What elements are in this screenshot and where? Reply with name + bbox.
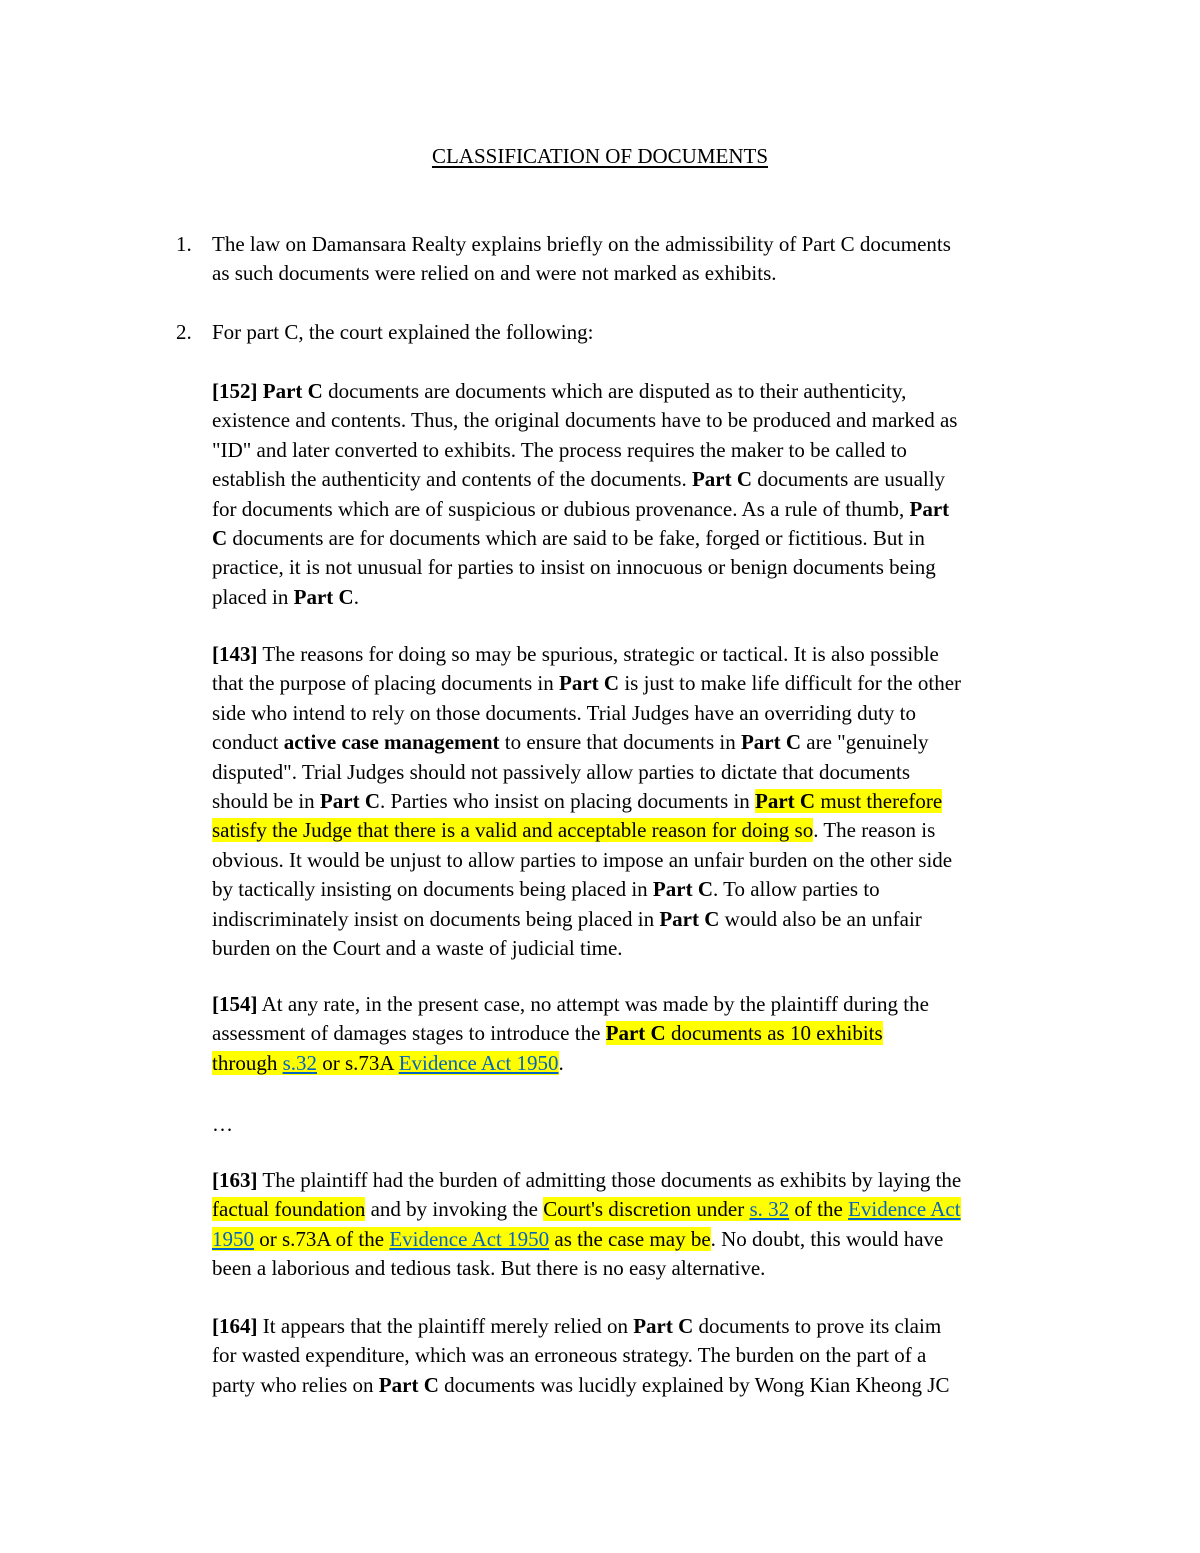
highlighted-text: 1950 or s.73A of the Evidence Act 1950 as the case may be — [212, 1226, 711, 1251]
para-line: side who intend to rely on those documents. Trial Judges have an overriding duty to — [212, 700, 916, 725]
para-line: [143] The reasons for doing so may be spurious, strategic or tactical. It is also possible — [212, 642, 939, 666]
para-line: indiscriminately insist on documents being placed in Part C would also be an unfair — [212, 906, 922, 931]
bold-term: Part C — [293, 584, 354, 609]
para-line: [154] At any rate, in the present case, no attempt was made by the plaintiff during the — [212, 992, 929, 1016]
para-line: [163] The plaintiff had the burden of admitting those documents as exhibits by laying the — [212, 1168, 962, 1192]
highlighted-text: through s.32 or s.73A Evidence Act 1950 — [212, 1050, 559, 1075]
para-line: [152] Part C documents are documents which are disputed as to their authenticity, — [212, 379, 907, 403]
para-line: placed in Part C. — [212, 584, 359, 609]
para-line: through s.32 or s.73A Evidence Act 1950. — [212, 1050, 564, 1075]
para-line: satisfy the Judge that there is a valid and acceptable reason for doing so. The reason is — [212, 818, 936, 843]
para-marker: [164] — [212, 1314, 258, 1338]
bold-term: active case management — [283, 730, 500, 755]
para-line: burden on the Court and a waste of judicial time. — [212, 936, 623, 961]
para-line: by tactically insisting on documents being placed in Part C. To allow parties to — [212, 877, 880, 902]
para-line: practice, it is not unusual for parties to insist on innocuous or benign documents being — [212, 555, 936, 580]
highlighted-text: Part C documents as 10 exhibits — [605, 1021, 883, 1046]
quote-paragraph-152 — [212, 377, 1072, 612]
para-marker: [152] — [212, 379, 258, 403]
list-number: 2. — [176, 320, 192, 344]
item-line: The law on Damansara Realty explains briefly on the admissibility of Part C documents — [212, 232, 951, 256]
section-32-link[interactable]: s. 32 — [749, 1197, 790, 1222]
para-line: obvious. It would be unjust to allow parties to impose an unfair burden on the other side — [212, 847, 953, 872]
evidence-act-link[interactable]: Evidence Act — [848, 1197, 961, 1222]
para-line: "ID" and later converted to exhibits. The process requires the maker to be called to — [212, 437, 907, 462]
para-line: 1950 or s.73A of the Evidence Act 1950 as the case may be. No doubt, this would have — [212, 1226, 944, 1251]
evidence-act-link[interactable]: Evidence Act 1950 — [389, 1226, 550, 1251]
bold-term: Part C — [633, 1314, 694, 1338]
para-line: conduct active case management to ensure that documents in Part C are "genuinely — [212, 730, 929, 755]
list-number: 1. — [176, 232, 192, 256]
evidence-act-link[interactable]: Evidence Act 1950 — [398, 1050, 559, 1075]
para-marker: [154] — [212, 992, 258, 1016]
quote-paragraph-163 — [212, 1166, 1072, 1284]
para-marker: [143] — [212, 642, 258, 666]
para-line: that the purpose of placing documents in Part C is just to make life difficult for the other — [212, 671, 962, 696]
bold-term: Part C — [378, 1372, 439, 1397]
bold-term: Part C — [262, 379, 323, 403]
para-line: for documents which are of suspicious or dubious provenance. As a rule of thumb, Part — [212, 496, 950, 521]
bold-term: Part C — [652, 877, 713, 902]
highlighted-text: Part C must therefore — [755, 789, 943, 814]
bold-term: Part C — [659, 906, 720, 931]
para-line: C documents are for documents which are said to be fake, forged or fictitious. But in — [212, 526, 925, 551]
para-line: should be in Part C. Parties who insist on placing documents in Part C must therefore — [212, 789, 943, 814]
ellipsis: … — [212, 1112, 233, 1136]
section-32-link[interactable]: s.32 — [282, 1050, 318, 1075]
para-line: existence and contents. Thus, the original documents have to be produced and marked as — [212, 408, 958, 433]
para-line: establish the authenticity and contents of the documents. Part C documents are usually — [212, 467, 946, 492]
highlighted-text: satisfy the Judge that there is a valid and acceptable reason for doing so — [212, 818, 814, 843]
para-line: disputed". Trial Judges should not passively allow parties to dictate that documents — [212, 759, 910, 784]
bold-term: Part C — [559, 671, 620, 696]
item-line: For part C, the court explained the following: — [212, 320, 594, 344]
list-item — [176, 230, 1072, 289]
para-line: [164] It appears that the plaintiff merely relied on Part C documents to prove its claim — [212, 1314, 942, 1338]
para-line: for wasted expenditure, which was an erroneous strategy. The burden on the part of a — [212, 1343, 927, 1368]
bold-term: Part C — [740, 730, 802, 755]
bold-term: Part — [909, 496, 950, 521]
para-line: factual foundation and by invoking the Court's discretion under s. 32 of the Evidence Act — [212, 1197, 961, 1222]
evidence-act-link[interactable]: 1950 — [212, 1226, 254, 1251]
page-title: CLASSIFICATION OF DOCUMENTS — [431, 144, 769, 168]
highlighted-text: Court's discretion under s. 32 of the Evidence Act — [543, 1197, 961, 1222]
bold-term: Part C — [691, 467, 753, 492]
para-marker: [163] — [212, 1168, 258, 1192]
quote-paragraph-164 — [212, 1312, 1072, 1400]
list-item — [176, 318, 1072, 347]
bold-term: C — [212, 526, 228, 551]
quote-paragraph-154 — [212, 990, 1072, 1078]
para-line: been a laborious and tedious task. But there is no easy alternative. — [212, 1256, 766, 1281]
quote-paragraph-143 — [212, 640, 1072, 963]
item-line: as such documents were relied on and were not marked as exhibits. — [212, 261, 777, 286]
bold-term: Part C — [319, 789, 380, 814]
para-line: assessment of damages stages to introduce the Part C documents as 10 exhibits — [212, 1021, 883, 1046]
highlighted-text: factual foundation — [212, 1197, 366, 1222]
para-line: party who relies on Part C documents was lucidly explained by Wong Kian Kheong JC — [212, 1372, 950, 1397]
